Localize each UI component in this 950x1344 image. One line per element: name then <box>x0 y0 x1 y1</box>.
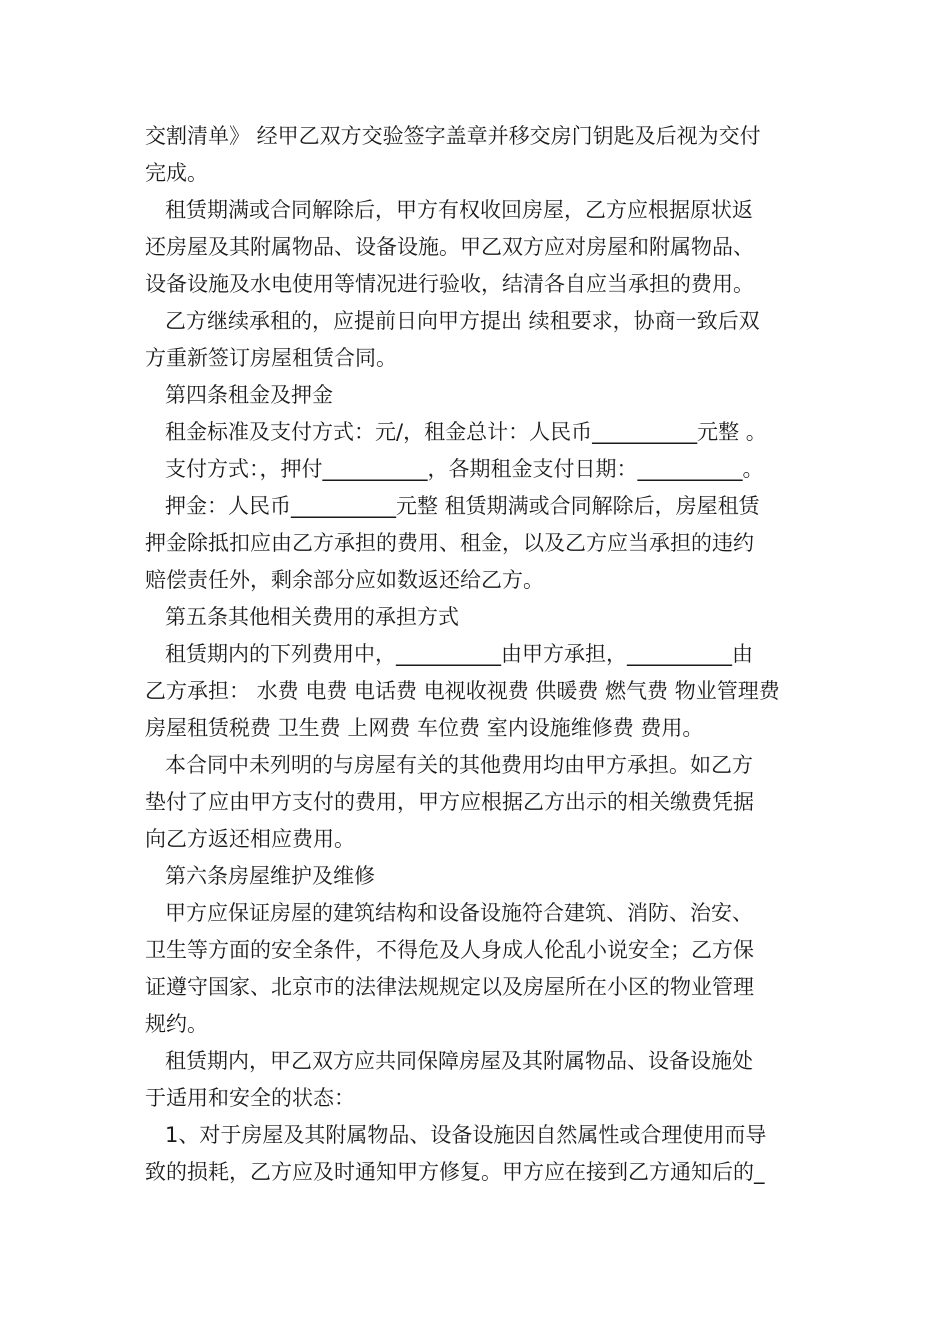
text-line: 向乙方返还相应费用。 <box>145 827 355 851</box>
text-line: 乙方继续承租的，应提前日向甲方提出 续租要求，协商一致后双 <box>165 309 760 333</box>
text-line: 设备设施及水电使用等情况进行验收，结清各自应当承担的费用。 <box>145 272 754 296</box>
text-line: 垫付了应由甲方支付的费用，甲方应根据乙方出示的相关缴费凭据 <box>145 790 754 814</box>
text-line: 赔偿责任外，剩余部分应如数返还给乙方。 <box>145 568 544 592</box>
text-line: 第五条其他相关费用的承担方式 <box>165 605 459 629</box>
text-line: 乙方承担： 水费 电费 电话费 电视收视费 供暖费 燃气费 物业管理费 <box>145 679 780 703</box>
text-line: 押金除抵扣应由乙方承担的费用、租金，以及乙方应当承担的违约 <box>145 531 754 555</box>
text-line: 第四条租金及押金 <box>165 383 333 407</box>
text-line: 房屋租赁税费 卫生费 上网费 车位费 室内设施维修费 费用。 <box>145 716 704 740</box>
text-line: 方重新签订房屋租赁合同。 <box>145 346 397 370</box>
text-line: 证遵守国家、北京市的法律法规规定以及房屋所在小区的物业管理 <box>145 975 754 999</box>
text-line: 完成。 <box>145 161 208 185</box>
text-line: 于适用和安全的状态： <box>145 1086 355 1110</box>
text-line: 押金：人民币__________元整 租赁期满或合同解除后，房屋租赁 <box>165 494 760 518</box>
text-line: 租金标准及支付方式：元/，租金总计：人民币__________元整 。 <box>165 420 767 444</box>
text-line: 租赁期内的下列费用中，__________由甲方承担，__________由 <box>165 642 753 666</box>
document-body <box>145 118 815 1191</box>
text-line: 交割清单》 经甲乙双方交验签字盖章并移交房门钥匙及后视为交付 <box>145 124 761 148</box>
text-line: 甲方应保证房屋的建筑结构和设备设施符合建筑、消防、治安、 <box>165 901 753 925</box>
text-line: 支付方式：，押付__________，各期租金支付日期：__________。 <box>165 457 764 481</box>
text-line: 还房屋及其附属物品、设备设施。甲乙双方应对房屋和附属物品、 <box>145 235 754 259</box>
text-line: 租赁期满或合同解除后，甲方有权收回房屋，乙方应根据原状返 <box>165 198 753 222</box>
text-line: 本合同中未列明的与房屋有关的其他费用均由甲方承担。如乙方 <box>165 753 753 777</box>
text-line: 规约。 <box>145 1012 208 1036</box>
text-line: 1、对于房屋及其附属物品、设备设施因自然属性或合理使用而导 <box>165 1123 767 1147</box>
text-line: 第六条房屋维护及维修 <box>165 864 375 888</box>
text-line: 卫生等方面的安全条件，不得危及人身成人伦乱小说安全；乙方保 <box>145 938 754 962</box>
text-line: 致的损耗，乙方应及时通知甲方修复。甲方应在接到乙方通知后的_ <box>145 1160 765 1184</box>
text-line: 租赁期内，甲乙双方应共同保障房屋及其附属物品、设备设施处 <box>165 1049 753 1073</box>
